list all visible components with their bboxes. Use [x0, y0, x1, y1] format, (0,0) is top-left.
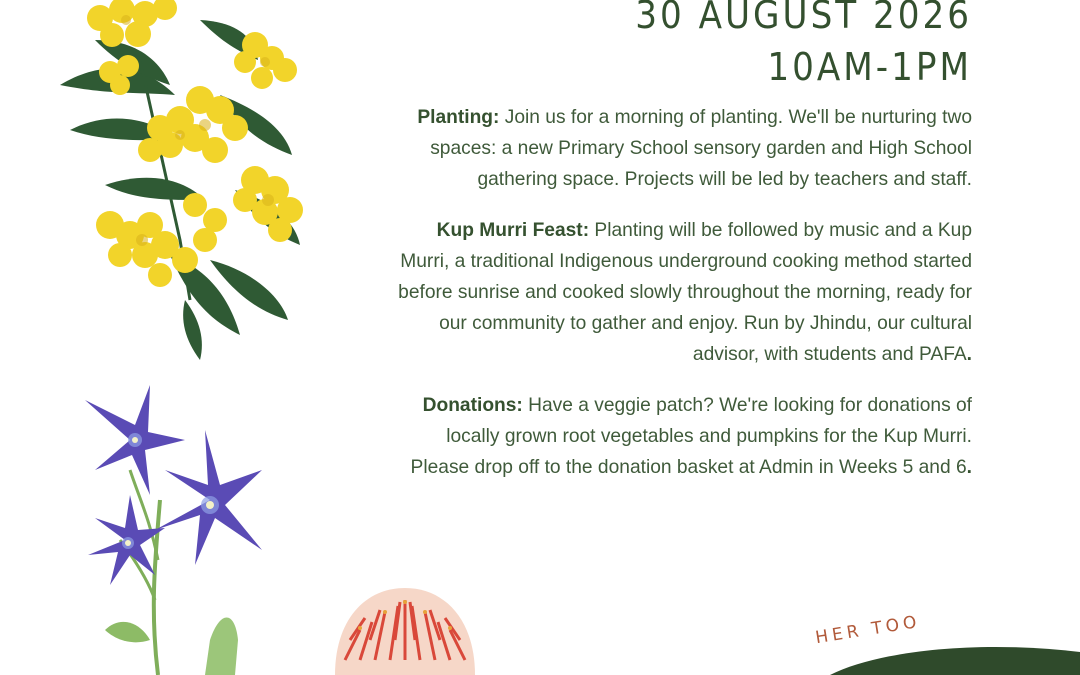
- feast-section: [390, 215, 972, 370]
- feast-end: .: [966, 344, 972, 365]
- event-details: [390, 102, 972, 503]
- donations-heading: Donations:: [422, 395, 523, 416]
- event-date: 30 AUGUST 2026: [635, 0, 972, 37]
- donations-section: [390, 390, 972, 483]
- donations-end: .: [966, 457, 972, 478]
- bluebell-flower-icon: [85, 385, 262, 675]
- feast-body: Planting will be followed by music and a Kup Murri, a traditional Indigenous underground cooking method started before sunrise and cooked slowly throughout the morning, ready for our community to gather and enjoy. Run by Jhindu, our cultural advisor, with students and PAFA: [398, 220, 972, 365]
- feast-heading: Kup Murri Feast:: [436, 220, 590, 241]
- event-time: 10AM-1PM: [767, 45, 972, 89]
- planting-section: [390, 102, 972, 195]
- banksia-flower-icon: [335, 588, 475, 675]
- decorative-arc: [830, 647, 1080, 675]
- donations-body: Have a veggie patch? We're looking for donations of locally grown root vegetables and pumpkins for the Kup Murri. Please drop off to the donation basket at Admin in Weeks 5 and 6: [410, 395, 972, 478]
- planting-heading: Planting:: [417, 107, 500, 128]
- planting-body: Join us for a morning of planting. We'll be nurturing two spaces: a new Primary School sensory garden and High School gathering space. Projects will be led by teachers and staff.: [430, 107, 972, 190]
- curved-footer-text: HER TOO: [814, 611, 922, 649]
